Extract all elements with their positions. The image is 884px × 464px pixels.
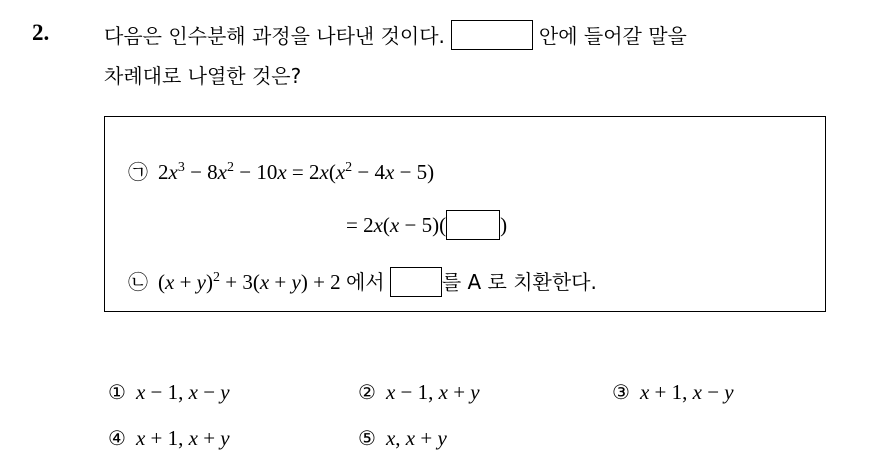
- choice-4[interactable]: ④ x + 1, x + y: [108, 426, 230, 450]
- choice-marker-1: ①: [108, 380, 126, 404]
- condition-item1-line2: = 2x(x − 5)( ): [346, 210, 507, 240]
- condition-marker-2: ㉡: [128, 270, 148, 294]
- condition-item2-text-a: 에서: [345, 270, 385, 294]
- condition-item2-expression: $(x + y)^2 + 3(x + y) + 2$: [158, 270, 341, 294]
- condition-item2-text-b: 를 A 로 치환한다.: [441, 270, 597, 294]
- choice-1[interactable]: ① x − 1, x − y: [108, 380, 230, 404]
- condition-blank-1: [446, 210, 500, 240]
- question-text-part1: 다음은 인수분해 과정을 나타낸 것이다.: [104, 24, 445, 48]
- condition-item1-equation: $2x^3 - 8x^2 - 10x = 2x(x^2 - 4x - 5)$: [158, 160, 435, 184]
- choice-marker-5: ⑤: [358, 426, 376, 450]
- question-number: 2.: [32, 20, 50, 45]
- condition-marker-1: ㉠: [128, 160, 148, 184]
- condition-blank-2: [390, 267, 442, 297]
- question-text-line1: [104, 20, 687, 50]
- condition-item2-line: [128, 266, 597, 297]
- choice-5[interactable]: ⑤ x, x + y: [358, 426, 447, 450]
- choice-2[interactable]: ② x − 1, x + y: [358, 380, 480, 404]
- choice-marker-3: ③: [612, 380, 630, 404]
- choice-marker-4: ④: [108, 426, 126, 450]
- question-blank-box: [451, 20, 533, 50]
- choice-marker-2: ②: [358, 380, 376, 404]
- question-text-line2-content: 차례대로 나열한 것은?: [104, 64, 302, 88]
- choice-3[interactable]: ③ x + 1, x − y: [612, 380, 734, 404]
- question-text-part2: 안에 들어갈 말을: [538, 24, 687, 48]
- condition-item1-line1: [128, 156, 434, 185]
- question-text-line2: [104, 60, 301, 89]
